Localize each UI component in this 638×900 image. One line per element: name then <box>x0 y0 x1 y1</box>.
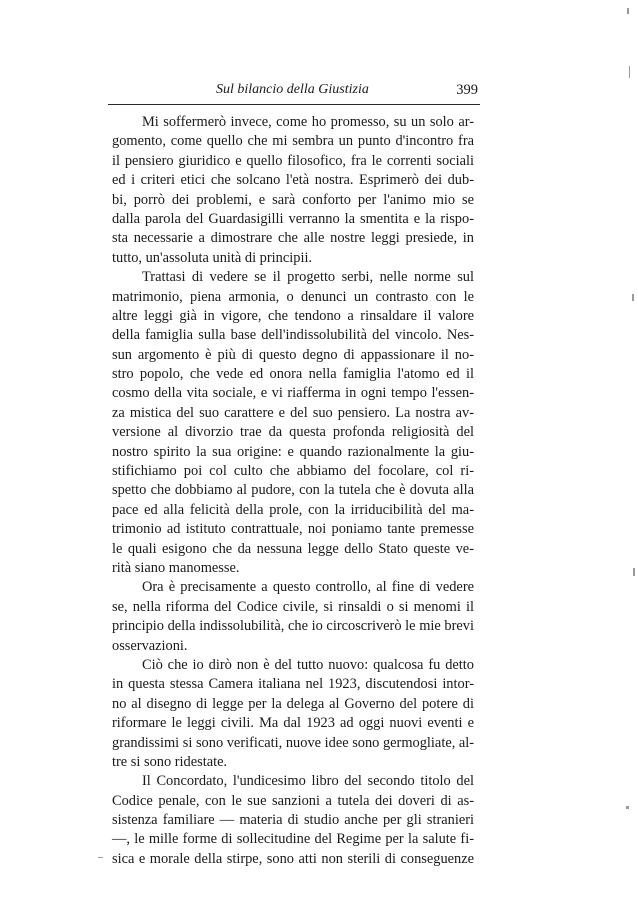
text-line: stro popolo, che vede ed onora nella famiglia l'atomo ed il <box>112 366 474 383</box>
text-line: ed i criteri etici che solcano l'età nostra. Esprimerò dei dub- <box>112 172 474 189</box>
text-line: sta necessarie a dimostrare che alle nostre leggi presiede, in <box>112 230 474 247</box>
text-line: Trattasi di vedere se il progetto serbi, nelle norme sul <box>142 269 474 286</box>
text-line: bi, porrò dei problemi, e sarà conforto per l'animo mio se <box>112 191 474 208</box>
text-line: osservazioni. <box>112 637 188 654</box>
paragraph <box>112 268 474 578</box>
text-line: Il Concordato, l'undicesimo libro del secondo titolo del <box>142 773 474 790</box>
text-line: Ciò che io dirò non è del tutto nuovo: qualcosa fu detto <box>142 656 474 673</box>
text-line: tutto, un'assoluta unità di principii. <box>112 249 313 266</box>
paragraph <box>112 772 474 869</box>
text-line: rità siano manomesse. <box>112 559 240 576</box>
text-line: le quali esigono che da nessuna legge dello Stato queste ve- <box>112 540 474 557</box>
scan-mark <box>632 294 634 301</box>
text-line: sun argomento è più di questo degno di appassionare il no- <box>112 346 474 363</box>
text-line: pace ed alla felicità della prole, con la irriducibilità del ma- <box>112 501 474 518</box>
text-line: Codice penale, con le sue sanzioni a tutela dei doveri di as- <box>112 792 474 809</box>
text-line: dalla parola del Guardasigilli verranno la smentita e la rispo- <box>112 210 474 227</box>
paragraph <box>112 113 474 268</box>
text-line: in questa stessa Camera italiana nel 1923, discutendosi intor- <box>112 676 474 693</box>
text-line: versione al divorzio trae da questa profonda religiosità del <box>112 424 474 441</box>
text-line: Mi soffermerò invece, come ho promesso, su un solo ar- <box>142 114 474 130</box>
text-line: se, nella riforma del Codice civile, si rinsaldi o si menomi il <box>112 598 474 615</box>
header-rule <box>108 104 480 105</box>
text-line: sistenza familiare — materia di studio anche per gli stranieri <box>112 812 474 829</box>
text-line: grandissimi si sono verificati, nuove idee sono germogliate, al- <box>112 734 475 751</box>
text-line: nostro spirito la sua origine: e quando razionalmente la giu- <box>112 443 474 460</box>
scan-mark <box>626 806 629 809</box>
text-line: za mistica del suo carattere e del suo pensiero. La nostra av- <box>112 404 474 421</box>
paragraph <box>112 578 474 656</box>
text-line: gomento, come quello che mi sembra un punto d'incontro fra <box>112 133 474 150</box>
text-line: della famiglia sulla base dell'indissolubilità del vincolo. Nes- <box>112 327 474 344</box>
body-text <box>112 113 474 869</box>
text-line: il pensiero giuridico e quello filosofico, fra le correnti sociali <box>112 152 474 169</box>
scan-mark <box>98 857 103 858</box>
text-line: spetto che dobbiamo al pudore, con la tutela che è dovuta alla <box>112 482 474 499</box>
scan-mark <box>627 8 629 14</box>
text-line: tre si sono ridestate. <box>112 753 228 770</box>
scan-mark <box>633 568 635 576</box>
text-line: Ora è precisamente a questo controllo, al fine di vedere <box>142 579 474 596</box>
text-line: sica e morale della stirpe, sono atti non sterili di conseguenze <box>112 850 474 867</box>
page-number: 399 <box>456 82 478 98</box>
page-header <box>108 80 480 100</box>
text-line: riformare le leggi civili. Ma dal 1923 ad oggi nuovi eventi e <box>112 715 474 732</box>
text-line: —, le mille forme di sollecitudine del Regime per la salute fi- <box>112 831 474 848</box>
paragraph <box>112 656 474 772</box>
text-line: matrimonio, piena armonia, o denunci un contrasto con le <box>112 288 474 305</box>
text-line: stifichiamo poi col culto che abbiamo del focolare, col ri- <box>112 463 474 480</box>
text-line: altre leggi già in vigore, che tendono a rinsaldare il valore <box>112 307 474 324</box>
text-line: no al disegno di legge per la delega al Governo del potere di <box>112 695 474 712</box>
text-line: principio della indissolubilità, che io circoscriverò le mie brevi <box>112 618 474 635</box>
scan-mark <box>629 66 630 78</box>
text-line: cosmo della vita sociale, e vi riafferma in ogni tempo l'essen- <box>112 385 474 402</box>
running-title: Sul bilancio della Giustizia <box>216 82 369 97</box>
text-line: trimonio ad istituto contrattuale, noi poniamo tante premesse <box>112 521 474 538</box>
